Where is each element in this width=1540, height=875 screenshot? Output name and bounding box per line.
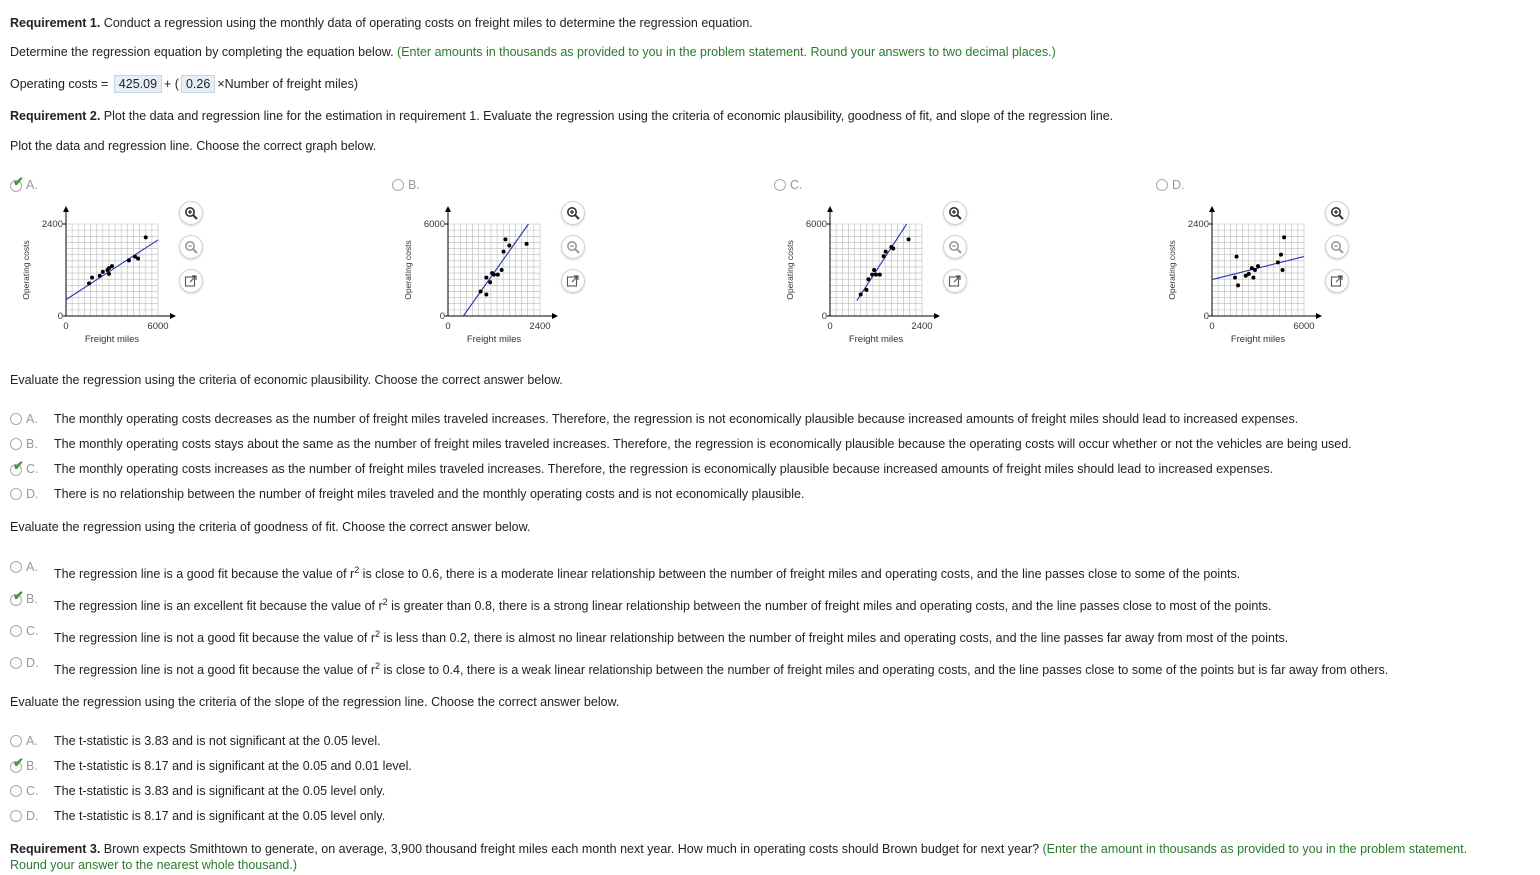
option-text-pre: The regression line is a good fit because the value of r	[54, 567, 355, 582]
popout-button[interactable]	[1325, 269, 1349, 293]
graph-option-a[interactable]	[10, 173, 210, 356]
data-point	[1233, 276, 1237, 280]
option-letter: A.	[26, 560, 38, 574]
option-text: There is no relationship between the number of freight miles traveled and the monthly operating costs and is not economically plausible.	[54, 487, 805, 501]
popout-icon	[1330, 274, 1344, 288]
option-letter: B.	[26, 592, 38, 606]
data-point	[1279, 253, 1283, 257]
popout-button[interactable]	[179, 269, 203, 293]
req1-instruction-line	[10, 45, 1056, 59]
option-letter: A.	[26, 178, 38, 192]
x-tick-label-zero: 0	[63, 321, 69, 332]
data-point	[507, 243, 511, 247]
req3-line	[10, 842, 1467, 856]
req3-text: Brown expects Smithtown to generate, on average, 3,900 thousand freight miles each month next year. How much in operating costs should Brown budget for next year?	[100, 842, 1040, 856]
zoom-in-button[interactable]	[1325, 201, 1349, 225]
data-point	[884, 250, 888, 254]
y-axis-arrow	[63, 206, 69, 212]
data-point	[144, 235, 148, 239]
option-text-post: is close to 0.4, there is a weak linear relationship between the number of freight miles and operating costs, and the line passes close to some of the points but is far away from others.	[380, 663, 1389, 678]
option-letter: D.	[26, 487, 39, 501]
data-point	[866, 277, 870, 281]
zoom-in-icon	[1330, 206, 1344, 220]
data-point	[504, 237, 508, 241]
regression-line	[857, 224, 907, 301]
selected-check-icon[interactable]: ✔	[10, 178, 24, 190]
option-letter: A.	[26, 734, 38, 748]
option-letter: D.	[1172, 178, 1185, 192]
req1-text: Conduct a regression using the monthly data of operating costs on freight miles to determine the regression equation.	[100, 16, 753, 30]
selected-check-icon[interactable]: ✔	[10, 759, 24, 771]
option-letter: C.	[26, 784, 39, 798]
option-letter: A.	[26, 412, 38, 426]
data-point	[1235, 255, 1239, 259]
graph-option-b[interactable]	[392, 176, 592, 356]
data-point	[859, 293, 863, 297]
option-text	[54, 565, 1240, 581]
data-point	[864, 288, 868, 292]
data-point	[878, 273, 882, 277]
data-point	[496, 273, 500, 277]
data-point	[484, 293, 488, 297]
option-text-post: is close to 0.6, there is a moderate linear relationship between the number of freight miles and operating costs, and the line passes close to some of the points.	[359, 567, 1241, 582]
y-axis-label: Operating costs	[403, 240, 413, 300]
graph-option-label[interactable]	[774, 178, 803, 192]
slope-input[interactable]: 0.26	[181, 75, 215, 93]
data-point	[1247, 272, 1251, 276]
x-axis-label: Freight miles	[1230, 334, 1286, 345]
zoom-in-button[interactable]	[561, 201, 585, 225]
zoom-in-icon	[948, 206, 962, 220]
slope-prompt: Evaluate the regression using the criteria of the slope of the regression line. Choose the correct answer below.	[10, 695, 620, 709]
radio-button[interactable]	[10, 413, 22, 425]
regression-line	[463, 224, 528, 316]
data-point	[502, 250, 506, 254]
zoom-out-button[interactable]	[943, 235, 967, 259]
radio-button[interactable]	[10, 657, 22, 669]
req3-hint-line2: Round your answer to the nearest whole thousand.)	[10, 858, 297, 872]
superscript: 2	[354, 565, 360, 575]
option-text: The monthly operating costs decreases as the number of freight miles traveled increases. Therefore, the regression is not economically plausible because increased amounts of freight miles should lead to increased expenses.	[54, 412, 1299, 426]
option-letter: B.	[408, 178, 420, 192]
superscript: 2	[375, 629, 381, 639]
zoom-out-button[interactable]	[1325, 235, 1349, 259]
zoom-in-icon	[566, 206, 580, 220]
data-point	[90, 276, 94, 280]
eq-suffix: ×Number of freight miles)	[217, 77, 358, 91]
data-point	[127, 258, 131, 262]
x-axis-label: Freight miles	[84, 334, 140, 345]
radio-button[interactable]	[774, 179, 786, 191]
graph-option-label[interactable]	[392, 178, 420, 192]
data-point	[500, 268, 504, 272]
data-point	[484, 276, 488, 280]
zoom-in-button[interactable]	[179, 201, 203, 225]
data-point	[891, 247, 895, 251]
zoom-out-icon	[566, 240, 580, 254]
option-text-post: is less than 0.2, there is almost no linear relationship between the number of freight miles and operating costs, and the line passes far away from most of the points.	[380, 631, 1289, 646]
x-axis-arrow	[934, 313, 940, 319]
popout-icon	[566, 274, 580, 288]
option-text: The t-statistic is 3.83 and is significant at the 0.05 level only.	[54, 784, 386, 798]
req1-line	[10, 16, 753, 30]
option-text	[54, 597, 1272, 613]
req1-heading: Requirement 1.	[10, 16, 101, 30]
y-tick-label-zero: 0	[1203, 311, 1209, 322]
zoom-out-button[interactable]	[179, 235, 203, 259]
eq-plus: + (	[164, 77, 179, 91]
req3-hint: (Enter the amount in thousands as provided to you in the problem statement.	[1039, 842, 1468, 856]
regression-line	[66, 240, 158, 300]
scatter-chart	[10, 204, 180, 379]
option-text: The t-statistic is 8.17 and is significant at the 0.05 and 0.01 level.	[54, 759, 412, 773]
option-letter: D.	[26, 656, 39, 670]
option-text: The monthly operating costs stays about the same as the number of freight miles traveled increases. Therefore, the regression is economically plausible because the operating costs will occur whether or not the vehicles are being used.	[54, 437, 1352, 451]
data-point	[1236, 283, 1240, 287]
fit-prompt: Evaluate the regression using the criteria of goodness of fit. Choose the correct answer below.	[10, 520, 531, 534]
option-letter: D.	[26, 809, 39, 823]
data-point	[136, 257, 140, 261]
scatter-chart	[392, 204, 562, 379]
x-tick-label-max: 6000	[147, 321, 169, 332]
x-axis-arrow	[552, 313, 558, 319]
x-tick-label-zero: 0	[445, 321, 451, 332]
plot-prompt: Plot the data and regression line. Choose the correct graph below.	[10, 139, 377, 153]
y-tick-label-zero: 0	[821, 311, 827, 322]
intercept-input[interactable]: 425.09	[114, 75, 162, 93]
data-point	[98, 274, 102, 278]
y-axis-arrow	[1209, 206, 1215, 212]
regression-equation	[10, 75, 358, 93]
zoom-in-button[interactable]	[943, 201, 967, 225]
data-point	[101, 270, 105, 274]
scatter-chart	[1156, 204, 1326, 379]
selected-check-icon[interactable]: ✔	[10, 462, 24, 474]
superscript: 2	[382, 597, 388, 607]
data-point	[110, 264, 114, 268]
radio-button[interactable]	[10, 810, 22, 822]
zoom-in-icon	[184, 206, 198, 220]
x-tick-label-max: 2400	[911, 321, 933, 332]
data-point	[1282, 235, 1286, 239]
radio-button[interactable]	[10, 785, 22, 797]
popout-icon	[948, 274, 962, 288]
popout-icon	[184, 274, 198, 288]
data-point	[490, 271, 494, 275]
option-letter: B.	[26, 437, 38, 451]
option-text-pre: The regression line is not a good fit because the value of r	[54, 631, 376, 646]
y-tick-label-top: 2400	[41, 219, 63, 230]
y-tick-label-zero: 0	[439, 311, 445, 322]
req1-instruction: Determine the regression equation by completing the equation below.	[10, 45, 394, 59]
y-tick-label-zero: 0	[57, 311, 63, 322]
data-point	[870, 273, 874, 277]
data-point	[872, 268, 876, 272]
selected-check-icon[interactable]: ✔	[10, 592, 24, 604]
data-point	[1251, 276, 1255, 280]
radio-button[interactable]	[10, 561, 22, 573]
graph-option-c[interactable]	[774, 176, 974, 356]
graph-option-d[interactable]	[1156, 176, 1356, 356]
y-tick-label-top: 6000	[805, 219, 827, 230]
graph-option-label[interactable]	[1156, 178, 1185, 192]
y-axis-label: Operating costs	[21, 240, 31, 300]
option-letter: B.	[26, 759, 38, 773]
x-tick-label-max: 2400	[529, 321, 551, 332]
radio-button[interactable]	[10, 625, 22, 637]
x-axis-arrow	[170, 313, 176, 319]
radio-button[interactable]	[392, 179, 404, 191]
data-point	[525, 242, 529, 246]
zoom-out-button[interactable]	[561, 235, 585, 259]
popout-button[interactable]	[561, 269, 585, 293]
x-tick-label-max: 6000	[1293, 321, 1315, 332]
req2-text: Plot the data and regression line for the estimation in requirement 1. Evaluate the regression using the criteria of economic plausibility, goodness of fit, and slope of the regression line.	[100, 109, 1114, 123]
x-axis-label: Freight miles	[466, 334, 522, 345]
option-text	[54, 629, 1288, 645]
data-point	[1253, 268, 1257, 272]
popout-button[interactable]	[943, 269, 967, 293]
data-point	[1256, 264, 1260, 268]
y-tick-label-top: 2400	[1187, 219, 1209, 230]
y-axis-label: Operating costs	[1167, 240, 1177, 300]
radio-button[interactable]	[1156, 179, 1168, 191]
option-text	[54, 661, 1388, 677]
radio-button[interactable]	[10, 488, 22, 500]
option-text-pre: The regression line is not a good fit because the value of r	[54, 663, 376, 678]
x-tick-label-zero: 0	[827, 321, 833, 332]
data-point	[907, 237, 911, 241]
option-letter: C.	[26, 624, 39, 638]
req3-heading: Requirement 3.	[10, 842, 101, 856]
eq-prefix: Operating costs =	[10, 77, 112, 91]
zoom-out-icon	[948, 240, 962, 254]
option-text-post: is greater than 0.8, there is a strong linear relationship between the number of freight miles and operating costs, and the line passes close to most of the points.	[387, 599, 1272, 614]
data-point	[882, 254, 886, 258]
option-letter: C.	[790, 178, 803, 192]
radio-button[interactable]	[10, 438, 22, 450]
data-point	[488, 280, 492, 284]
data-point	[479, 289, 483, 293]
req2-heading: Requirement 2.	[10, 109, 101, 123]
radio-button[interactable]	[10, 735, 22, 747]
req2-line	[10, 109, 1113, 123]
option-text: The monthly operating costs increases as the number of freight miles traveled increases. Therefore, the regression is economically plausible because increased amounts of freight miles should lead to increased expenses.	[54, 462, 1274, 476]
graph-option-label[interactable]	[10, 173, 38, 192]
x-axis-arrow	[1316, 313, 1322, 319]
scatter-chart	[774, 204, 944, 379]
req1-hint: (Enter amounts in thousands as provided to you in the problem statement. Round your answers to two decimal places.)	[393, 45, 1056, 59]
zoom-out-icon	[184, 240, 198, 254]
option-text: The t-statistic is 3.83 and is not significant at the 0.05 level.	[54, 734, 381, 748]
data-point	[1276, 260, 1280, 264]
plausibility-prompt: Evaluate the regression using the criteria of economic plausibility. Choose the correct answer below.	[10, 373, 563, 387]
data-point	[87, 281, 91, 285]
option-letter: C.	[26, 462, 39, 476]
x-axis-label: Freight miles	[848, 334, 904, 345]
data-point	[874, 273, 878, 277]
x-tick-label-zero: 0	[1209, 321, 1215, 332]
y-axis-arrow	[445, 206, 451, 212]
option-text: The t-statistic is 8.17 and is significant at the 0.05 level only.	[54, 809, 386, 823]
superscript: 2	[375, 661, 381, 671]
data-point	[1281, 268, 1285, 272]
zoom-out-icon	[1330, 240, 1344, 254]
option-text-pre: The regression line is an excellent fit because the value of r	[54, 599, 383, 614]
y-axis-arrow	[827, 206, 833, 212]
data-point	[107, 272, 111, 276]
y-tick-label-top: 6000	[423, 219, 445, 230]
y-axis-label: Operating costs	[785, 240, 795, 300]
